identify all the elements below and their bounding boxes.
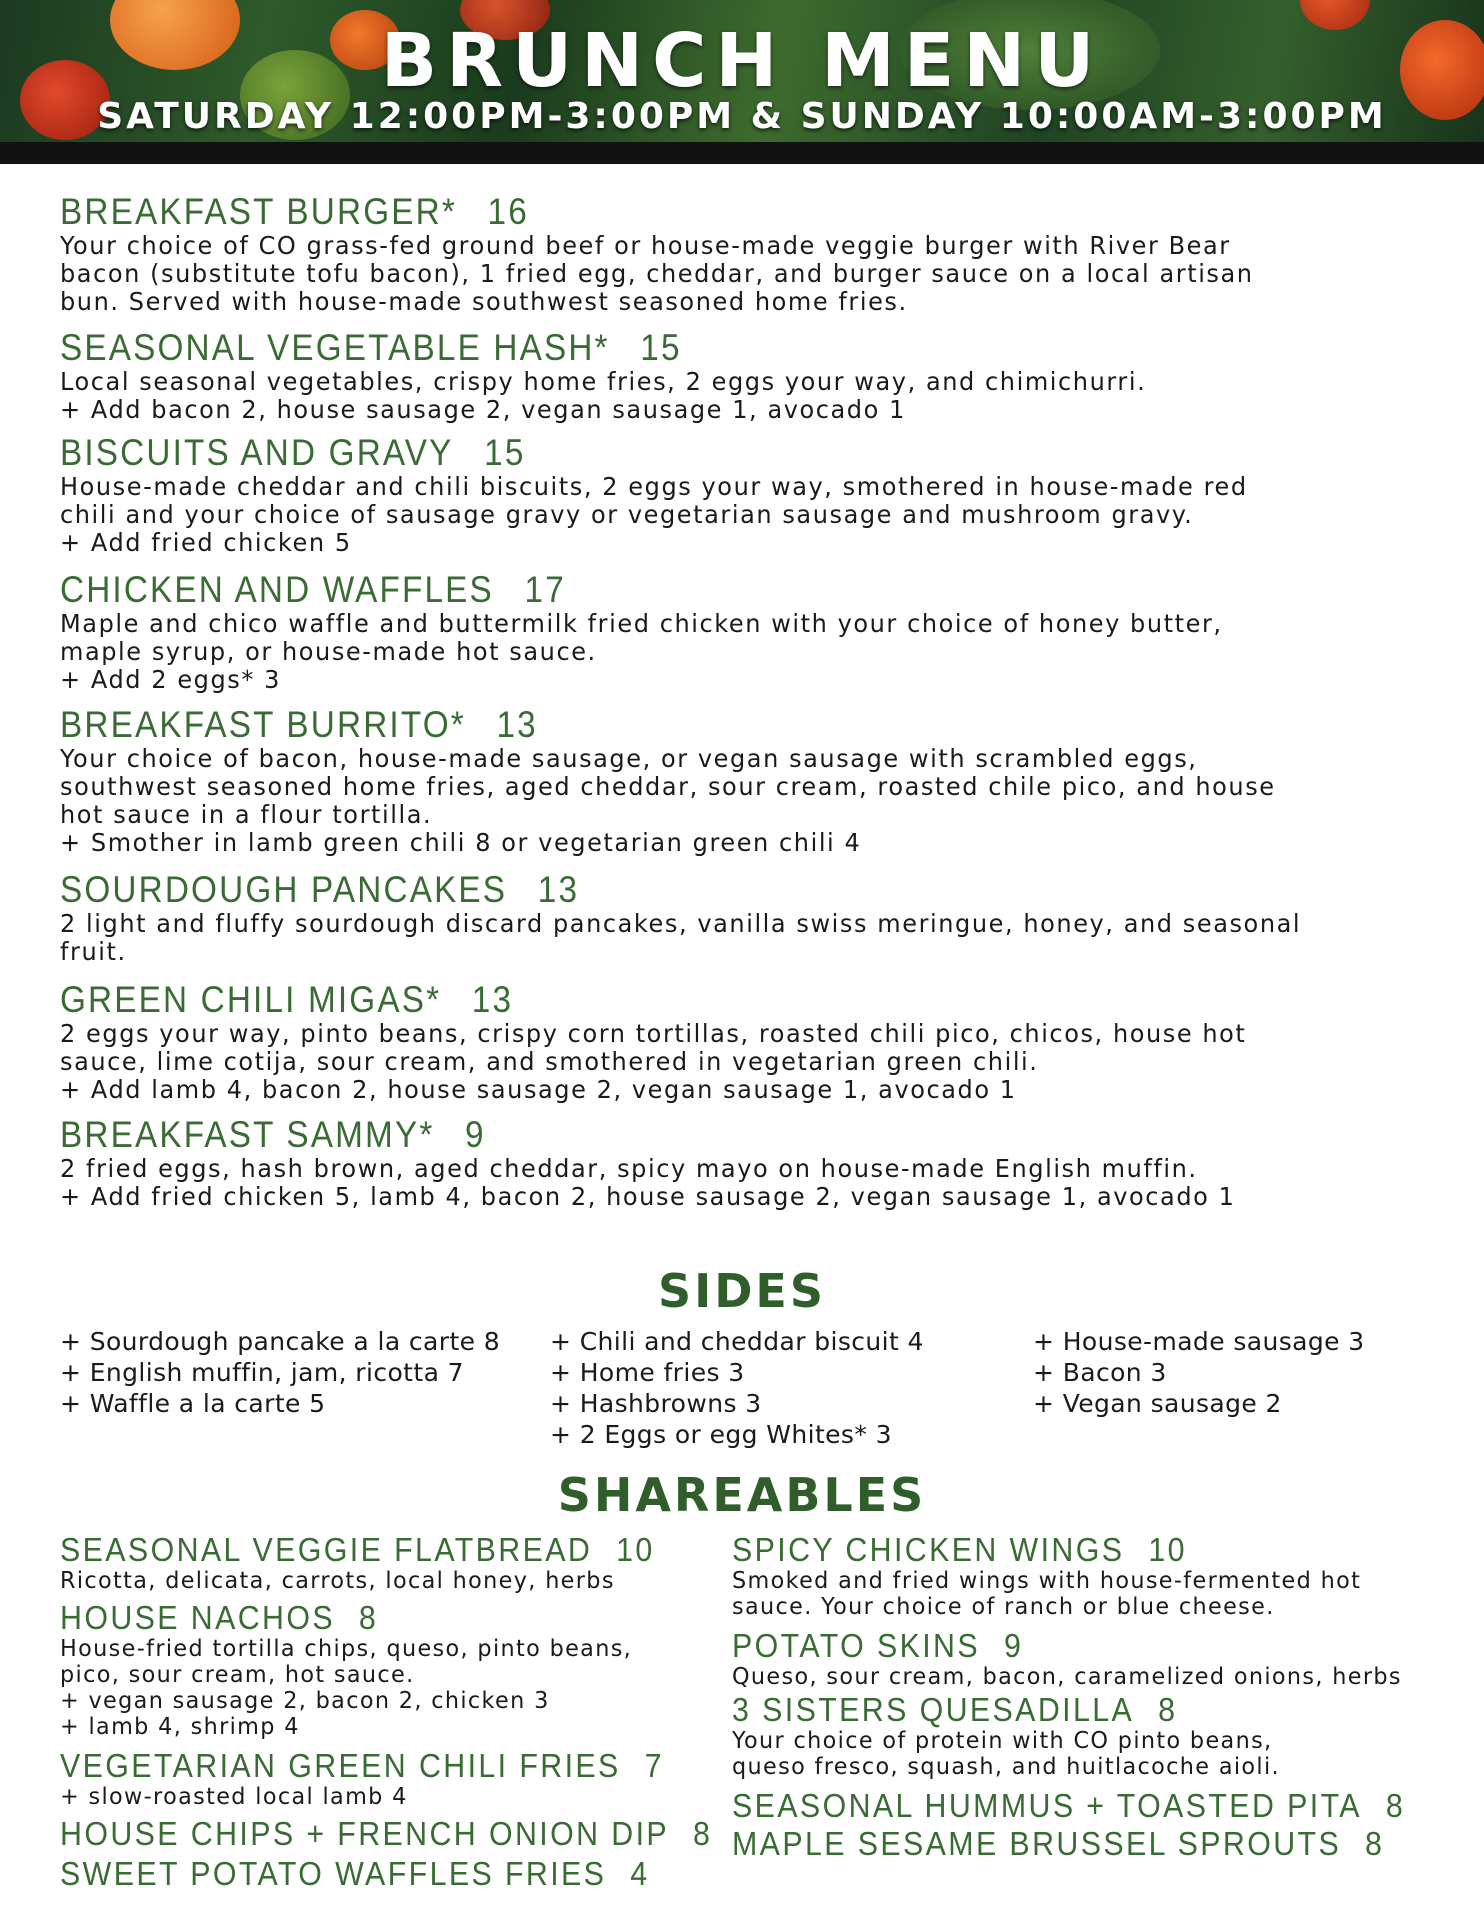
shareable-price: 9 — [1003, 1627, 1024, 1664]
shareable-description: Smoked and fried wings with house-fermented hot — [732, 1568, 1362, 1594]
item-title: SOURDOUGH PANCAKES — [60, 869, 508, 910]
item-description: Local seasonal vegetables, crispy home fries, 2 eggs your way, and chimichurri. — [60, 367, 1147, 396]
shareable-title: HOUSE NACHOS — [60, 1599, 335, 1636]
item-price: 13 — [496, 704, 538, 745]
item-name — [60, 433, 1320, 473]
shareable-description: House-fried tortilla chips, queso, pinto beans, — [60, 1636, 633, 1662]
item-description: Maple and chico waffle and buttermilk fried chicken with your choice of honey butter, — [60, 609, 1223, 638]
shareable-description: queso fresco, squash, and huitlacoche aioli. — [732, 1754, 1280, 1780]
item-addon: + Add lamb 4, bacon 2, house sausage 2, vegan sausage 1, avocado 1 — [60, 1075, 1017, 1104]
shareable-item — [60, 1600, 650, 1740]
shareable-item — [60, 1532, 706, 1594]
shareable-description: sauce. Your choice of ranch or blue cheese. — [732, 1594, 1275, 1620]
shareable-addon: + vegan sausage 2, bacon 2, chicken 3 — [60, 1688, 550, 1714]
shareable-name — [60, 1748, 664, 1784]
menu-title: BRUNCH MENU — [380, 18, 1104, 104]
item-name — [60, 980, 1320, 1020]
shareables-title: SHAREABLES — [557, 1468, 927, 1522]
side-item: + Home fries 3 — [550, 1358, 745, 1387]
item-price: 15 — [484, 432, 526, 473]
shareable-title: SPICY CHICKEN WINGS — [732, 1531, 1125, 1568]
shareable-name — [60, 1532, 655, 1568]
item-title: GREEN CHILI MIGAS* — [60, 979, 442, 1020]
shareable-title: HOUSE CHIPS + FRENCH ONION DIP — [60, 1815, 670, 1852]
item-description: bacon (substitute tofu bacon), 1 fried egg, cheddar, and burger sauce on a local artisan — [60, 259, 1254, 288]
item-name — [60, 705, 1320, 745]
shareable-title: SEASONAL VEGGIE FLATBREAD — [60, 1531, 593, 1568]
shareable-description: Ricotta, delicata, carrots, local honey, herbs — [60, 1568, 615, 1594]
item-description: bun. Served with house-made southwest seasoned home fries. — [60, 287, 908, 316]
menu-item — [60, 570, 1460, 694]
sides-column — [60, 1326, 500, 1419]
item-addon: + Smother in lamb green chili 8 or vegetarian green chili 4 — [60, 828, 862, 857]
shareable-name — [732, 1628, 1367, 1664]
item-title: BREAKFAST BURGER* — [60, 191, 457, 232]
item-description: House-made cheddar and chili biscuits, 2 eggs your way, smothered in house-made red — [60, 472, 1248, 501]
item-price: 13 — [537, 869, 580, 910]
side-item: + 2 Eggs or egg Whites* 3 — [550, 1420, 892, 1449]
shareable-price: 8 — [358, 1599, 379, 1636]
item-description: 2 fried eggs, hash brown, aged cheddar, spicy mayo on house-made English muffin. — [60, 1154, 1198, 1183]
shareable-price: 7 — [644, 1747, 664, 1784]
side-item: + Sourdough pancake a la carte 8 — [60, 1327, 501, 1356]
item-name — [60, 328, 1320, 368]
shareable-price: 10 — [616, 1531, 655, 1568]
item-name — [60, 870, 1320, 910]
shareable-price: 10 — [1148, 1531, 1187, 1568]
item-description: fruit. — [60, 937, 127, 966]
shareable-item — [732, 1628, 1423, 1690]
brunch-hours: SATURDAY 12:00PM-3:00PM & SUNDAY 10:00AM-3:00PM — [97, 96, 1387, 137]
item-price: 15 — [640, 327, 682, 368]
item-description: Your choice of bacon, house-made sausage, or vegan sausage with scrambled eggs, — [60, 744, 1198, 773]
item-description: sauce, lime cotija, sour cream, and smothered in vegetarian green chili. — [60, 1047, 1039, 1076]
item-price: 9 — [465, 1114, 486, 1155]
shareable-name — [732, 1532, 1329, 1568]
shareable-price: 8 — [1365, 1825, 1385, 1862]
item-description: Your choice of CO grass-fed ground beef or house-made veggie burger with River Bear — [60, 231, 1231, 260]
header-banner — [0, 0, 1484, 150]
shareable-price: 8 — [1158, 1691, 1178, 1728]
sides-title: SIDES — [658, 1264, 826, 1318]
shareable-title: SWEET POTATO WAFFLES FRIES — [60, 1855, 607, 1892]
shareable-title: VEGETARIAN GREEN CHILI FRIES — [60, 1747, 621, 1784]
menu-item — [60, 705, 1460, 857]
item-title: BREAKFAST BURRITO* — [60, 704, 466, 745]
shareable-description: Your choice of protein with CO pinto beans, — [732, 1728, 1273, 1754]
menu-item — [60, 433, 1460, 557]
shareable-title: SEASONAL HUMMUS + TOASTED PITA — [732, 1787, 1362, 1824]
shareable-item — [60, 1856, 701, 1892]
shareable-name — [60, 1856, 650, 1892]
shareable-name — [732, 1692, 1252, 1728]
item-name — [60, 1115, 1320, 1155]
menu-item — [60, 870, 1460, 966]
shareable-item — [60, 1816, 769, 1852]
item-name — [60, 192, 1320, 232]
shareable-item — [732, 1826, 1441, 1862]
side-item: + House-made sausage 3 — [1033, 1327, 1365, 1356]
item-description: maple syrup, or house-made hot sauce. — [60, 637, 597, 666]
shareable-title: POTATO SKINS — [732, 1627, 981, 1664]
header-divider — [0, 142, 1484, 164]
side-item: + Bacon 3 — [1033, 1358, 1167, 1387]
item-title: BREAKFAST SAMMY* — [60, 1114, 435, 1155]
shareable-addon: + lamb 4, shrimp 4 — [60, 1714, 300, 1740]
item-addon: + Add fried chicken 5 — [60, 528, 352, 557]
shareable-title: MAPLE SESAME BRUSSEL SPROUTS — [732, 1825, 1342, 1862]
shareable-title: 3 SISTERS QUESADILLA — [732, 1691, 1135, 1728]
item-title: CHICKEN AND WAFFLES — [60, 569, 494, 610]
shareable-addon: + slow-roasted local lamb 4 — [60, 1784, 408, 1810]
item-description: hot sauce in a flour tortilla. — [60, 800, 433, 829]
shareable-item — [732, 1788, 1464, 1824]
item-name — [60, 570, 1320, 610]
shareable-name — [732, 1788, 1405, 1824]
item-addon: + Add 2 eggs* 3 — [60, 665, 281, 694]
side-item: + Vegan sausage 2 — [1033, 1389, 1282, 1418]
shareable-price: 8 — [1385, 1787, 1406, 1824]
side-item: + Waffle a la carte 5 — [60, 1389, 326, 1418]
item-addon: + Add fried chicken 5, lamb 4, bacon 2, house sausage 2, vegan sausage 1, avocado 1 — [60, 1182, 1236, 1211]
item-description: 2 light and fluffy sourdough discard pancakes, vanilla swiss meringue, honey, and seasonal — [60, 909, 1302, 938]
item-price: 16 — [487, 191, 529, 232]
shareable-item — [732, 1692, 1297, 1780]
shareable-price: 4 — [630, 1855, 650, 1892]
shareable-item — [732, 1532, 1381, 1620]
side-item: + English muffin, jam, ricotta 7 — [60, 1358, 464, 1387]
item-description: southwest seasoned home fries, aged cheddar, sour cream, roasted chile pico, and house — [60, 772, 1276, 801]
menu-item — [60, 1115, 1460, 1211]
shareable-item — [60, 1748, 716, 1810]
side-item: + Hashbrowns 3 — [550, 1389, 762, 1418]
shareable-name — [732, 1826, 1384, 1862]
shareable-price: 8 — [692, 1815, 713, 1852]
item-description: chili and your choice of sausage gravy or vegetarian sausage and mushroom gravy. — [60, 500, 1194, 529]
item-description: 2 eggs your way, pinto beans, crispy corn tortillas, roasted chili pico, chicos, house hot — [60, 1019, 1247, 1048]
item-price: 17 — [524, 569, 566, 610]
shareable-description: pico, sour cream, hot sauce. — [60, 1662, 415, 1688]
item-title: SEASONAL VEGETABLE HASH* — [60, 327, 610, 368]
shareable-description: Queso, sour cream, bacon, caramelized onions, herbs — [732, 1664, 1402, 1690]
sides-column — [550, 1326, 924, 1450]
side-item: + Chili and cheddar biscuit 4 — [550, 1327, 924, 1356]
shareable-name — [60, 1816, 712, 1852]
shareable-name — [60, 1600, 603, 1636]
sides-column — [1033, 1326, 1365, 1419]
item-addon: + Add bacon 2, house sausage 2, vegan sausage 1, avocado 1 — [60, 395, 906, 424]
menu-item — [60, 328, 1460, 424]
item-title: BISCUITS AND GRAVY — [60, 432, 454, 473]
menu-item — [60, 192, 1460, 316]
menu-item — [60, 980, 1460, 1104]
item-price: 13 — [471, 979, 514, 1020]
